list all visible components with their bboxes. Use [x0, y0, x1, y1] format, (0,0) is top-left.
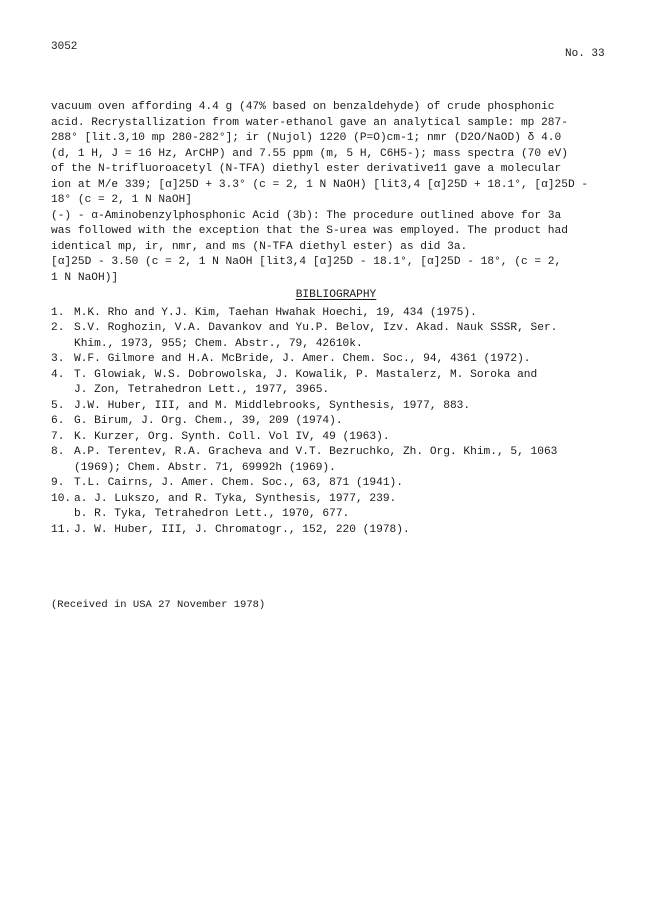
reference-line: G. Birum, J. Org. Chem., 39, 209 (1974).: [74, 415, 343, 427]
reference-line: J. Zon, Tetrahedron Lett., 1977, 3965.: [74, 384, 330, 396]
reference-line: W.F. Gilmore and H.A. McBride, J. Amer. Chem. Soc., 94, 4361 (1972).: [74, 353, 531, 365]
body-line: 1 N NaOH)]: [51, 271, 119, 284]
issue-number: No. 33: [565, 48, 605, 60]
body-line: of the N-trifluoroacetyl (N-TFA) diethyl ester derivative11 gave a molecular: [51, 163, 562, 175]
reference-10: [51, 492, 621, 523]
reference-number: 10.: [51, 492, 72, 505]
reference-6: [51, 414, 621, 430]
reference-number: 5.: [51, 399, 65, 412]
reference-number: 3.: [51, 353, 65, 365]
reference-4: [51, 368, 621, 399]
reference-line: J.W. Huber, III, and M. Middlebrooks, Synthesis, 1977, 883.: [74, 399, 471, 412]
reference-5: [51, 399, 621, 415]
reference-line: (1969); Chem. Abstr. 71, 69992h (1969).: [74, 461, 336, 474]
reference-number: 7.: [51, 430, 65, 443]
reference-number: 2.: [51, 322, 65, 334]
reference-line: S.V. Roghozin, V.A. Davankov and Yu.P. Belov, Izv. Akad. Nauk SSSR, Ser.: [74, 322, 558, 334]
reference-3: [51, 352, 621, 368]
reference-number: 6.: [51, 415, 65, 427]
reference-8: [51, 445, 621, 476]
reference-1: [51, 306, 621, 322]
reference-2: [51, 321, 621, 352]
body-line: 18° (c = 2, 1 N NaOH]: [51, 194, 192, 206]
body-line: acid. Recrystallization from water-ethanol gave an analytical sample: mp 287-: [51, 116, 568, 129]
reference-9: [51, 476, 621, 492]
body-line: identical mp, ir, nmr, and ms (N-TFA diethyl ester) as did 3a.: [51, 240, 468, 253]
body-line: [α]25D - 3.50 (c = 2, 1 N NaOH [lit3,4 [α]25D - 18.1°, [α]25D - 18°, (c = 2,: [51, 256, 562, 268]
reference-line: M.K. Rho and Y.J. Kim, Taehan Hwahak Hoechi, 19, 434 (1975).: [74, 306, 477, 319]
body-line: (d, 1 H, J = 16 Hz, ArCHP) and 7.55 ppm (m, 5 H, C6H5-); mass spectra (70 eV): [51, 147, 568, 160]
reference-line: A.P. Terentev, R.A. Gracheva and V.T. Bezruchko, Zh. Org. Khim., 5, 1063: [74, 446, 558, 458]
reference-number: 4.: [51, 368, 65, 381]
reference-number: 1.: [51, 306, 65, 319]
reference-line: a. J. Lukszo, and R. Tyka, Synthesis, 1977, 239.: [74, 492, 397, 505]
reference-number: 8.: [51, 446, 65, 458]
reference-line: J. W. Huber, III, J. Chromatogr., 152, 220 (1978).: [74, 523, 410, 536]
reference-line: T.L. Cairns, J. Amer. Chem. Soc., 63, 871 (1941).: [74, 477, 403, 489]
received-date: (Received in USA 27 November 1978): [51, 599, 266, 611]
body-line: vacuum oven affording 4.4 g (47% based on benzaldehyde) of crude phosphonic: [51, 101, 555, 113]
article-body: [51, 100, 621, 538]
bibliography-list: [51, 306, 621, 539]
page-number: 3052: [51, 41, 78, 53]
reference-11: [51, 523, 621, 539]
reference-7: [51, 430, 621, 446]
reference-number: 9.: [51, 477, 65, 489]
reference-subline: b. R. Tyka, Tetrahedron Lett., 1970, 677.: [74, 508, 350, 520]
bibliography-heading: BIBLIOGRAPHY: [295, 289, 377, 301]
reference-number: 11.: [51, 523, 72, 536]
body-line: ion at M/e 339; [α]25D + 3.3° (c = 2, 1 N NaOH) [lit3,4 [α]25D + 18.1°, [α]25D -: [51, 178, 589, 191]
body-line: (-) - α-Aminobenzylphosphonic Acid (3b): The procedure outlined above for 3a: [51, 209, 562, 222]
body-line: 288° [lit.3,10 mp 280-282°]; ir (Nujol) 1220 (P=O)cm-1; nmr (D2O/NaOD) δ 4.0: [51, 132, 562, 144]
reference-line: K. Kurzer, Org. Synth. Coll. Vol IV, 49 (1963).: [74, 430, 390, 443]
body-line: was followed with the exception that the S-urea was employed. The product had: [51, 225, 568, 237]
reference-line: Khim., 1973, 955; Chem. Abstr., 79, 42610k.: [74, 337, 363, 350]
reference-line: T. Glowiak, W.S. Dobrowolska, J. Kowalik, P. Mastalerz, M. Soroka and: [74, 368, 538, 381]
